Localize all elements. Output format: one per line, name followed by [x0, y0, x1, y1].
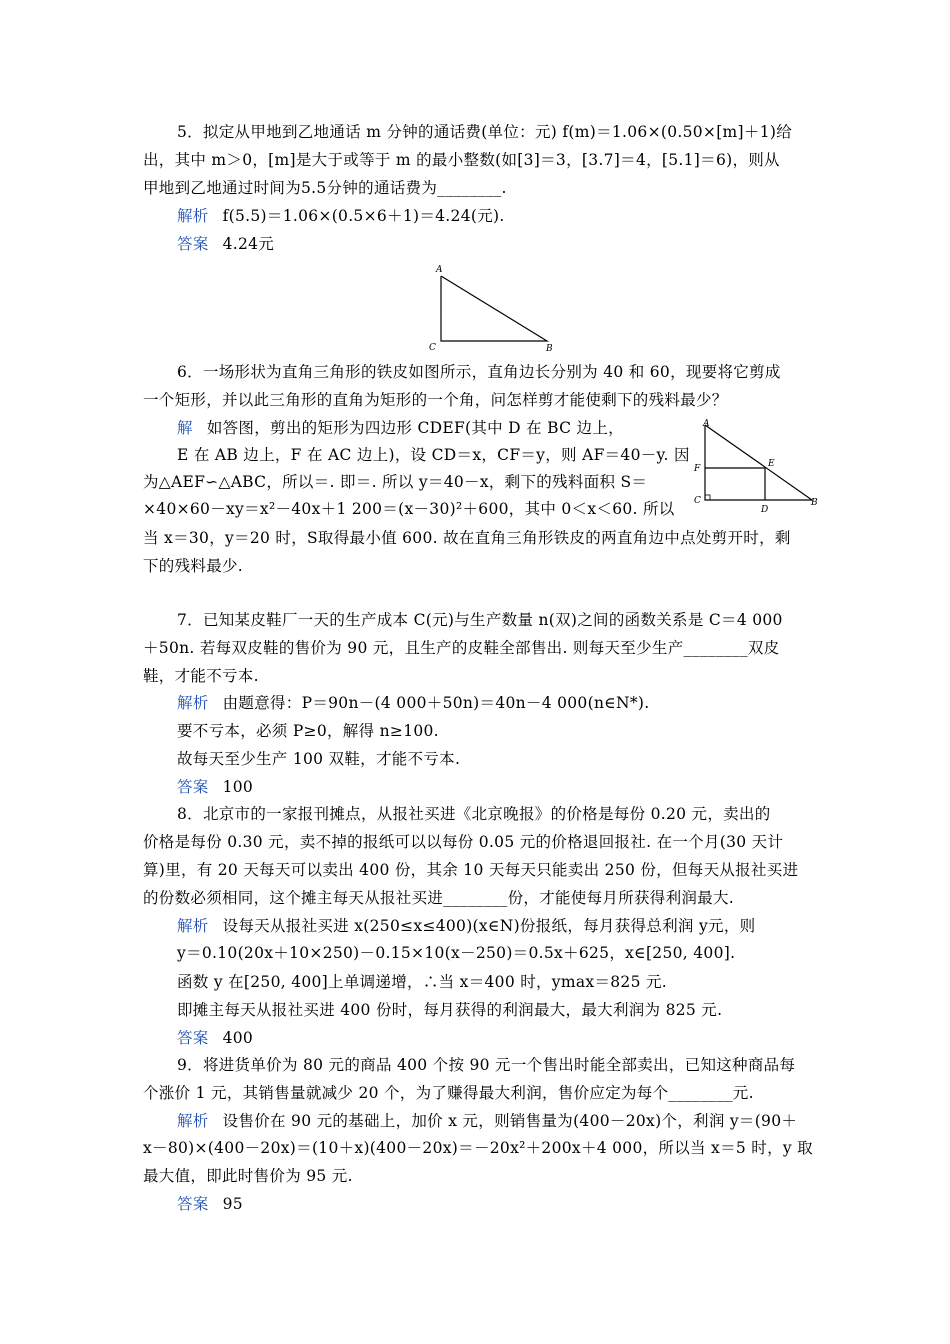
vertex-c-label: C: [694, 496, 701, 506]
answer-label: 答案: [177, 235, 209, 253]
q6-solution-text: 如答图，剪出的矩形为四边形 CDEF(其中 D 在 BC 边上，: [206, 419, 624, 437]
triangle-outline: [441, 276, 547, 341]
vertex-b-label: B: [811, 498, 818, 508]
q7-answer: [177, 777, 253, 797]
q7-answer-text: 100: [222, 778, 254, 796]
q6-solution-line-6: 下的残料最少.: [143, 557, 244, 575]
analysis-label: 解析: [177, 694, 209, 712]
analysis-label: 解析: [177, 917, 209, 935]
answer-label: 答案: [177, 1029, 209, 1047]
q6-solution-line-5: 当 x＝30，y＝20 时，S取得最小值 600. 故在直角三角形铁皮的两直角边中点处剪开时，剩: [143, 529, 791, 547]
right-angle-mark: [705, 495, 710, 500]
vertex-b-label: B: [546, 344, 553, 354]
inscribed-rectangle: [705, 468, 765, 500]
q9-analysis-line-2: x－80)×(400－20x)＝(10＋x)(400－20x)＝－20x²＋200x＋4 000，所以当 x＝5 时，y 取: [143, 1139, 813, 1157]
q7-line-3: 鞋，才能不亏本.: [143, 667, 259, 685]
q9-answer-text: 95: [222, 1195, 243, 1213]
q5-analysis-text: f(5.5)＝1.06×(0.5×6＋1)＝4.24(元).: [222, 207, 505, 225]
q5-line-3: 甲地到乙地通过时间为5.5分钟的通话费为________.: [143, 179, 507, 197]
vertex-f-label: F: [694, 464, 701, 474]
q7-analysis-line-3: 故每天至少生产 100 双鞋，才能不亏本.: [177, 750, 461, 768]
q5-answer-text: 4.24元: [222, 235, 275, 253]
analysis-label: 解析: [177, 207, 209, 225]
q5-line-1: 5．拟定从甲地到乙地通话 m 分钟的通话费(单位：元) f(m)＝1.06×(0.50×[m]＋1)给: [177, 123, 793, 141]
analysis-label: 解析: [177, 1112, 209, 1130]
q6-solution-line-4: ×40×60－xy＝x²－40x＋1 200＝(x－30)²＋600，其中 0＜x＜60. 所以: [143, 500, 675, 518]
q6-solution-line-3: 为△AEF∽△ABC，所以＝. 即＝. 所以 y＝40－x，剩下的残料面积 S＝: [143, 473, 648, 491]
q9-analysis: [177, 1111, 797, 1131]
q8-answer: [177, 1028, 253, 1048]
q8-line-4: 的份数必须相同，这个摊主每天从报社买进________份，才能使每月所获得利润最大.: [143, 889, 735, 907]
vertex-a-label: A: [703, 419, 710, 429]
q9-analysis-line-3: 最大值，即此时售价为 95 元.: [143, 1167, 353, 1185]
answer-triangle-outline: [705, 425, 812, 500]
q5-answer: [177, 234, 274, 254]
q7-analysis: [177, 693, 650, 713]
q8-line-3: 算)里，有 20 天每天可以卖出 400 份，其余 10 天每天只能卖出 250 份，但每天从报社买进: [143, 861, 799, 879]
q8-analysis-text: 设每天从报社买进 x(250≤x≤400)(x∈N)份报纸，每月获得总利润 y元，则: [222, 917, 756, 935]
q8-line-1: 8．北京市的一家报刊摊点，从报社买进《北京晚报》的价格是每份 0.20 元，卖出的: [177, 805, 771, 823]
q8-analysis-line-2: y＝0.10(20x＋10×250)－0.15×10(x－250)＝0.5x＋625，x∈[250, 400].: [177, 944, 736, 962]
q6-line-2: 一个矩形，并以此三角形的直角为矩形的一个角，问怎样剪才能使剩下的残料最少？: [143, 391, 728, 409]
q8-answer-text: 400: [222, 1029, 254, 1047]
q7-line-2: ＋50n. 若每双皮鞋的售价为 90 元，且生产的皮鞋全部售出. 则每天至少生产________双皮: [143, 639, 780, 657]
q7-analysis-text: 由题意得：P＝90n－(4 000＋50n)＝40n－4 000(n∈N*).: [222, 694, 650, 712]
q9-answer: [177, 1194, 243, 1214]
q8-analysis-line-3: 函数 y 在[250, 400]上单调递增，∴当 x＝400 时，ymax＝825 元.: [177, 973, 667, 991]
answer-label: 答案: [177, 1195, 209, 1213]
q7-analysis-line-2: 要不亏本，必须 P≥0，解得 n≥100.: [177, 722, 439, 740]
q7-line-1: 7．已知某皮鞋厂一天的生产成本 C(元)与生产数量 n(双)之间的函数关系是 C＝4 000: [177, 611, 783, 629]
q6-solution-line-2: E 在 AB 边上，F 在 AC 边上)，设 CD＝x，CF＝y，则 AF＝40－y. 因: [177, 446, 690, 464]
triangle-figure: [425, 262, 560, 354]
q8-analysis-line-4: 即摊主每天从报社买进 400 份时，每月获得的利润最大，最大利润为 825 元.: [177, 1001, 723, 1019]
vertex-d-label: D: [761, 505, 769, 515]
q9-analysis-text: 设售价在 90 元的基础上，加价 x 元，则销售量为(400－20x)个，利润 y＝(90＋: [222, 1112, 798, 1130]
q8-line-2: 价格是每份 0.30 元，卖不掉的报纸可以以每份 0.05 元的价格退回报社. 在一个月(30 天计: [143, 833, 784, 851]
q9-line-2: 个涨价 1 元，其销售量就减少 20 个，为了赚得最大利润，售价应定为每个________元.: [143, 1084, 754, 1102]
answer-label: 答案: [177, 778, 209, 796]
q6-solution-line-1: [177, 418, 624, 438]
vertex-e-label: E: [768, 459, 775, 469]
q5-analysis: [177, 206, 505, 226]
q5-line-2: 出，其中 m＞0，[m]是大于或等于 m 的最小整数(如[3]＝3，[3.7]＝4，[5.1]＝6)，则从: [143, 151, 780, 169]
solution-label: 解: [177, 419, 193, 437]
vertex-a-label: A: [436, 265, 443, 275]
vertex-c-label: C: [429, 343, 436, 353]
answer-figure: [688, 415, 823, 515]
q8-analysis: [177, 916, 755, 936]
q9-line-1: 9．将进货单价为 80 元的商品 400 个按 90 元一个售出时能全部卖出，已知这种商品每: [177, 1056, 796, 1074]
q6-line-1: 6．一场形状为直角三角形的铁皮如图所示，直角边长分别为 40 和 60，现要将它剪成: [177, 363, 781, 381]
